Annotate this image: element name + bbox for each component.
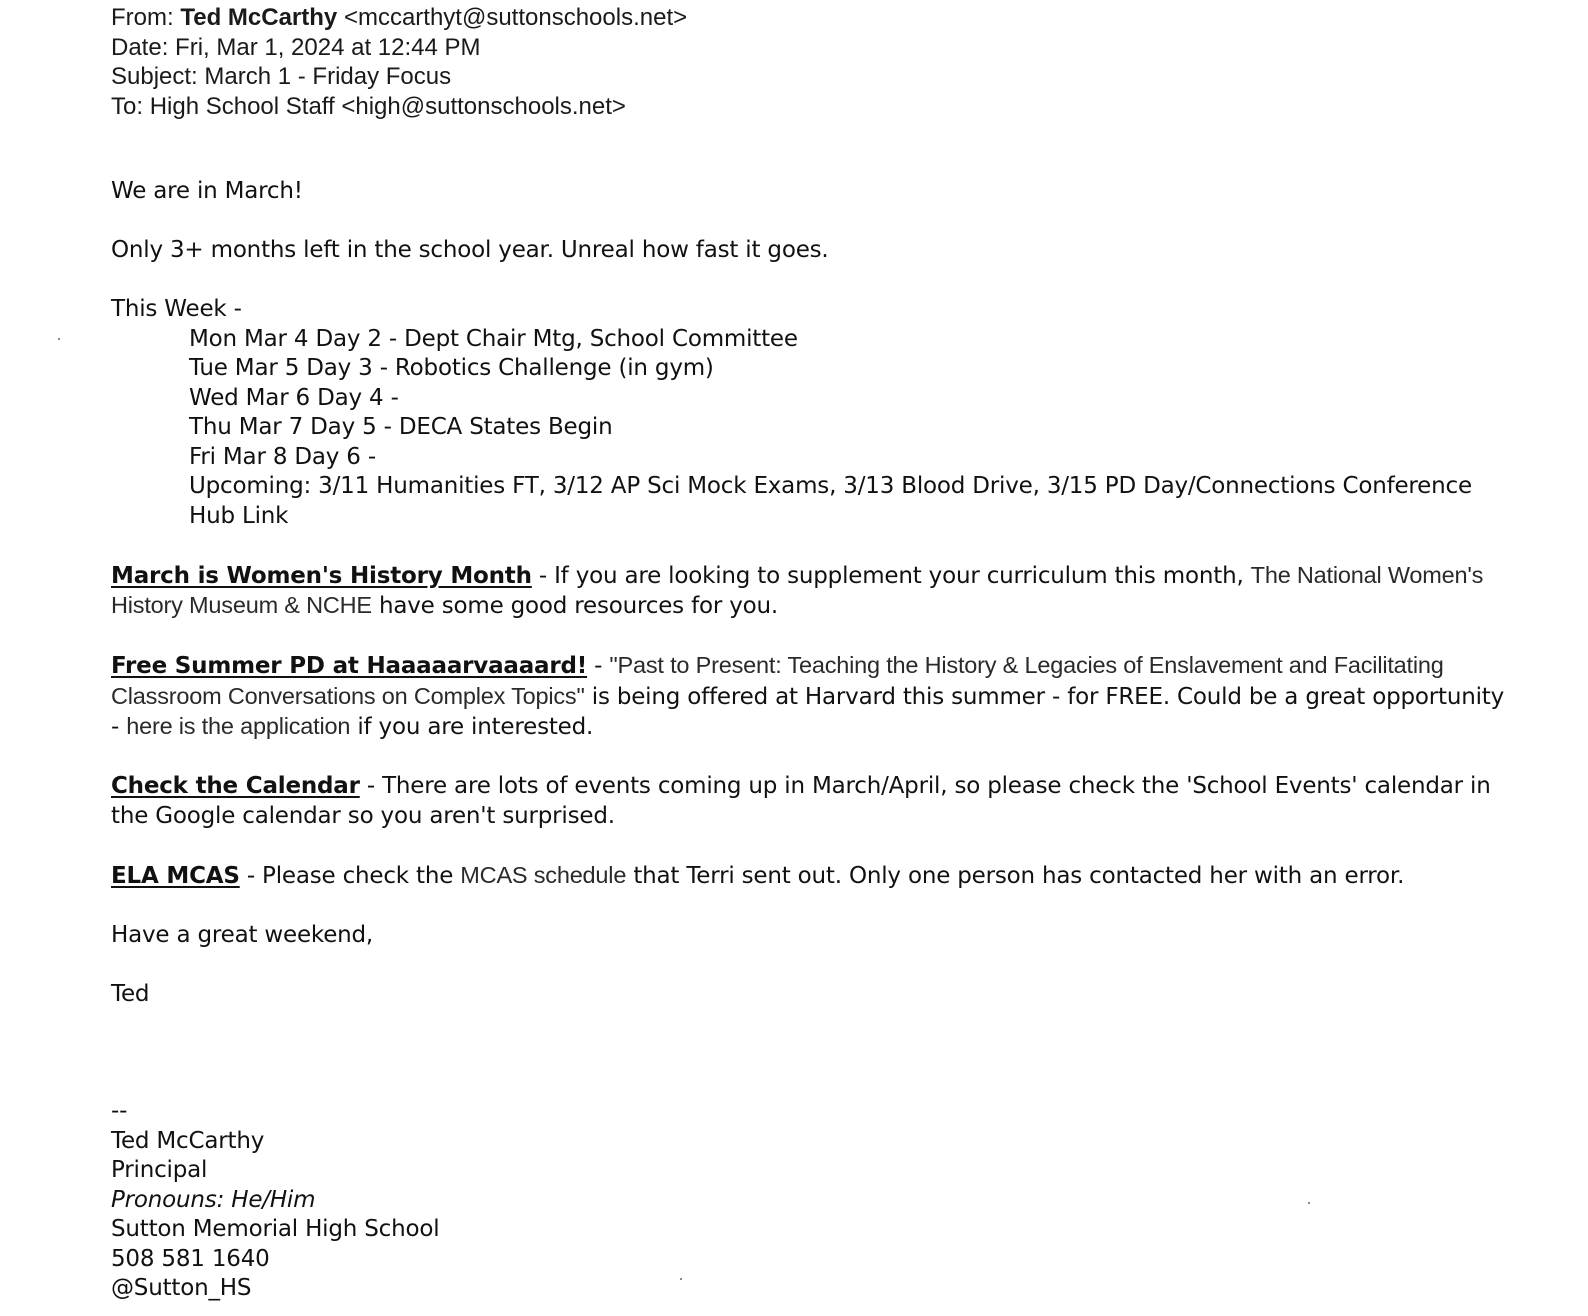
email-header xyxy=(111,3,1511,121)
to-line xyxy=(111,92,1511,122)
week-item: Tue Mar 5 Day 3 - Robotics Challenge (in gym) xyxy=(189,355,714,381)
womens-history-paragraph: March is Women's History Month - If you are looking to supplement your curriculum this month, The National Women's History Museum & NCHE have some good resources for you. xyxy=(111,561,1484,619)
week-heading: This Week - xyxy=(111,296,242,322)
to-label: To: xyxy=(111,92,144,120)
hub-link[interactable]: Hub Link xyxy=(189,502,289,529)
subject-label: Subject: xyxy=(111,63,198,90)
signature-separator: -- xyxy=(111,1098,128,1124)
summer-pd-paragraph: Free Summer PD at Haaaaarvaaaard! - "Past to Present: Teaching the History & Legacies of Enslavement and Facilitating Classroom Conversations on Complex Topics" is being offered at Harvard this summer - for FREE. Could be a great opportunity - here is the application if you are interested. xyxy=(111,652,1505,740)
calendar-heading: Check the Calendar xyxy=(111,773,360,799)
subject-line xyxy=(111,62,1511,92)
signature-pronouns: Pronouns: He/Him xyxy=(111,1186,316,1213)
scan-speck xyxy=(1308,1202,1310,1204)
course-link[interactable]: "Past to Present: Teaching the History & Legacies of Enslavement and Facilitating Classroom Conversations on Complex Topics" xyxy=(111,652,1444,709)
date-value: Fri, Mar 1, 2024 at 12:44 PM xyxy=(175,33,481,61)
scan-speck xyxy=(58,338,60,340)
womens-history-heading: March is Women's History Month xyxy=(111,562,532,589)
email-body xyxy=(111,177,1511,1304)
signature-school: Sutton Memorial High School xyxy=(111,1216,440,1242)
subject-value: March 1 - Friday Focus xyxy=(204,63,452,90)
from-line xyxy=(111,3,1511,33)
signature-name: Ted McCarthy xyxy=(111,1127,265,1154)
mcas-schedule-link[interactable]: MCAS schedule xyxy=(460,861,627,888)
summer-pd-heading: Free Summer PD at Haaaaarvaaaard! xyxy=(111,653,588,679)
date-line xyxy=(111,33,1511,63)
week-schedule xyxy=(111,325,1511,532)
ela-mcas-paragraph: ELA MCAS - Please check the MCAS schedule that Terri sent out. Only one person has contacted her with an error. xyxy=(111,861,1405,889)
signature-block xyxy=(111,1097,1511,1304)
date-label: Date: xyxy=(111,33,169,61)
intro-text: Only 3+ months left in the school year. Unreal how fast it goes. xyxy=(111,237,829,263)
week-item: Wed Mar 6 Day 4 - xyxy=(189,384,399,411)
sender-email: <mccarthyt@suttonschools.net> xyxy=(343,4,688,31)
email-document xyxy=(111,0,1511,1304)
greeting: We are in March! xyxy=(111,178,303,204)
nwhm-link[interactable]: The National Women's History Museum & NCHE xyxy=(111,561,1484,618)
sign-off-name: Ted xyxy=(111,980,150,1007)
signature-handle: @Sutton_HS xyxy=(111,1275,252,1301)
upcoming-item: Upcoming: 3/11 Humanities FT, 3/12 AP Sci Mock Exams, 3/13 Blood Drive, 3/15 PD Day/Connections Conference xyxy=(189,473,1472,499)
from-label: From: xyxy=(111,4,174,31)
sender-name: Ted McCarthy xyxy=(180,4,338,31)
calendar-paragraph: Check the Calendar - There are lots of events coming up in March/April, so please check the 'School Events' calendar in the Google calendar so you aren't surprised. xyxy=(111,773,1491,829)
scan-speck xyxy=(680,1278,682,1280)
week-item: Mon Mar 4 Day 2 - Dept Chair Mtg, School Committee xyxy=(189,325,798,352)
week-item: Thu Mar 7 Day 5 - DECA States Begin xyxy=(189,414,613,440)
signature-title: Principal xyxy=(111,1157,208,1183)
closing: Have a great weekend, xyxy=(111,921,374,948)
to-value: High School Staff <high@suttonschools.net> xyxy=(149,92,626,120)
application-link[interactable]: here is the application xyxy=(126,713,351,739)
signature-phone: 508 581 1640 xyxy=(111,1245,270,1272)
week-item: Fri Mar 8 Day 6 - xyxy=(189,443,376,470)
ela-mcas-heading: ELA MCAS xyxy=(111,862,240,889)
